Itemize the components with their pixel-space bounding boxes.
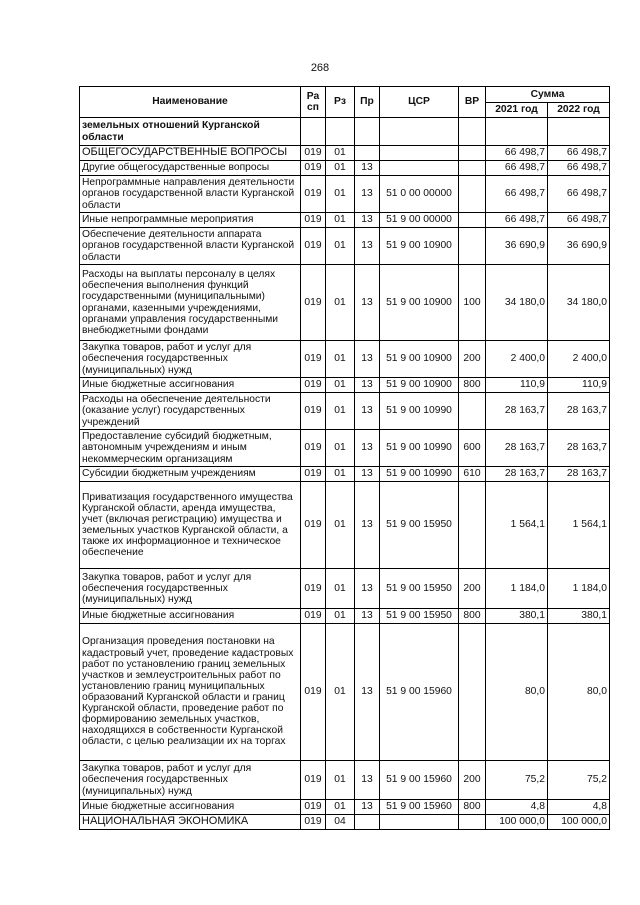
- row-csr-cell: 51 9 00 10900: [380, 378, 459, 393]
- row-name-cell: Закупка товаров, работ и услуг для обеспечения государственных (муниципальных) нужд: [80, 569, 301, 609]
- row-name-cell: Другие общегосударственные вопросы: [80, 161, 301, 176]
- row-sum-2022-cell: 28 163,7: [548, 430, 610, 467]
- row-sum-2021-cell: 66 498,7: [486, 161, 548, 176]
- row-ra-cell: 019: [301, 213, 326, 228]
- row-rz-cell: 01: [326, 393, 355, 430]
- row-csr-cell: [380, 146, 459, 161]
- header-csr: ЦСР: [380, 87, 459, 118]
- header-rz: Рз: [326, 87, 355, 118]
- row-rz-cell: 01: [326, 430, 355, 467]
- row-vr-cell: 200: [459, 569, 486, 609]
- row-name-cell: Закупка товаров, работ и услуг для обеспечения государственных (муниципальных) нужд: [80, 341, 301, 378]
- row-sum-2021-cell: 34 180,0: [486, 265, 548, 341]
- row-vr-cell: 800: [459, 800, 486, 815]
- row-pr-cell: 13: [355, 467, 380, 482]
- row-csr-cell: 51 9 00 10900: [380, 228, 459, 265]
- row-name-cell: НАЦИОНАЛЬНАЯ ЭКОНОМИКА: [80, 815, 301, 830]
- row-csr-cell: 51 9 00 15960: [380, 761, 459, 800]
- row-vr-cell: 200: [459, 761, 486, 800]
- row-sum-2022-cell: 34 180,0: [548, 265, 610, 341]
- table-row: [80, 146, 610, 161]
- row-sum-2022-cell: 36 690,9: [548, 228, 610, 265]
- table-row: [80, 393, 610, 430]
- row-pr-cell: 13: [355, 761, 380, 800]
- row-pr-cell: 13: [355, 228, 380, 265]
- row-rz-cell: 01: [326, 161, 355, 176]
- row-name-cell: Иные бюджетные ассигнования: [80, 609, 301, 624]
- row-csr-cell: 51 9 00 15960: [380, 624, 459, 761]
- table-row: [80, 569, 610, 609]
- row-sum-2022-cell: 80,0: [548, 624, 610, 761]
- row-sum-2021-cell: 2 400,0: [486, 341, 548, 378]
- row-sum-2021-cell: 28 163,7: [486, 430, 548, 467]
- row-ra-cell: 019: [301, 146, 326, 161]
- table-row: [80, 430, 610, 467]
- row-ra-cell: 019: [301, 341, 326, 378]
- row-pr-cell: 13: [355, 176, 380, 213]
- row-sum-2022-cell: 66 498,7: [548, 213, 610, 228]
- row-csr-cell: [380, 161, 459, 176]
- row-rz-cell: 01: [326, 228, 355, 265]
- row-vr-cell: 200: [459, 341, 486, 378]
- row-ra-cell: 019: [301, 393, 326, 430]
- row-csr-cell: 51 9 00 15960: [380, 800, 459, 815]
- row-csr-cell: 51 9 00 10990: [380, 430, 459, 467]
- row-vr-cell: [459, 393, 486, 430]
- row-vr-cell: [459, 624, 486, 761]
- row-rz-cell: 01: [326, 624, 355, 761]
- row-rz-cell: 01: [326, 609, 355, 624]
- row-ra-cell: 019: [301, 176, 326, 213]
- header-sum: Сумма: [486, 87, 610, 103]
- row-vr-cell: 800: [459, 378, 486, 393]
- row-sum-2021-cell: 28 163,7: [486, 393, 548, 430]
- table-row: [80, 467, 610, 482]
- row-csr-cell: [380, 815, 459, 830]
- table-body: [80, 118, 610, 830]
- table-row: [80, 800, 610, 815]
- row-vr-cell: [459, 176, 486, 213]
- row-sum-2021-cell: 1 564,1: [486, 482, 548, 569]
- table-row: [80, 482, 610, 569]
- row-ra-cell: 019: [301, 430, 326, 467]
- row-vr-cell: [459, 815, 486, 830]
- header-ra: Ра сп: [301, 87, 326, 118]
- row-sum-2022-cell: 66 498,7: [548, 176, 610, 213]
- row-ra-cell: 019: [301, 761, 326, 800]
- table-row: [80, 761, 610, 800]
- row-sum-2021-cell: 66 498,7: [486, 146, 548, 161]
- row-sum-2021-cell: [486, 118, 548, 146]
- row-csr-cell: 51 9 00 15950: [380, 609, 459, 624]
- row-ra-cell: 019: [301, 609, 326, 624]
- row-name-cell: Иные непрограммные мероприятия: [80, 213, 301, 228]
- row-vr-cell: [459, 118, 486, 146]
- row-pr-cell: 13: [355, 800, 380, 815]
- row-name-cell: ОБЩЕГОСУДАРСТВЕННЫЕ ВОПРОСЫ: [80, 146, 301, 161]
- row-name-cell: Субсидии бюджетным учреждениям: [80, 467, 301, 482]
- row-sum-2021-cell: 1 184,0: [486, 569, 548, 609]
- row-rz-cell: 01: [326, 378, 355, 393]
- table-row: [80, 161, 610, 176]
- row-sum-2022-cell: 28 163,7: [548, 393, 610, 430]
- row-sum-2021-cell: 36 690,9: [486, 228, 548, 265]
- row-csr-cell: 51 9 00 00000: [380, 213, 459, 228]
- header-name: Наименование: [80, 87, 301, 118]
- row-csr-cell: 51 9 00 15950: [380, 569, 459, 609]
- row-csr-cell: [380, 118, 459, 146]
- table-row: [80, 609, 610, 624]
- row-rz-cell: 01: [326, 265, 355, 341]
- row-name-cell: Приватизация государственного имущества Курганской области, аренда имущества, учет (включая регистрацию) имущества и земельных участков Курганской области, а также их информационное и техническое обеспечение: [80, 482, 301, 569]
- row-sum-2021-cell: 28 163,7: [486, 467, 548, 482]
- row-pr-cell: 13: [355, 265, 380, 341]
- row-pr-cell: 13: [355, 341, 380, 378]
- header-year-2021: 2021 год: [486, 103, 548, 118]
- row-name-cell: земельных отношений Курганской области: [80, 118, 301, 146]
- row-sum-2022-cell: 110,9: [548, 378, 610, 393]
- row-csr-cell: 51 9 00 10990: [380, 393, 459, 430]
- row-sum-2021-cell: 110,9: [486, 378, 548, 393]
- row-vr-cell: 800: [459, 609, 486, 624]
- row-pr-cell: 13: [355, 624, 380, 761]
- row-vr-cell: 600: [459, 430, 486, 467]
- row-sum-2022-cell: 380,1: [548, 609, 610, 624]
- row-csr-cell: 51 0 00 00000: [380, 176, 459, 213]
- row-csr-cell: 51 9 00 15950: [380, 482, 459, 569]
- page-number: 268: [310, 62, 330, 74]
- row-vr-cell: [459, 228, 486, 265]
- row-pr-cell: 13: [355, 482, 380, 569]
- row-ra-cell: 019: [301, 815, 326, 830]
- row-pr-cell: [355, 815, 380, 830]
- row-name-cell: Предоставление субсидий бюджетным, автономным учреждениям и иным некоммерческим организациям: [80, 430, 301, 467]
- row-rz-cell: 01: [326, 569, 355, 609]
- header-pr: Пр: [355, 87, 380, 118]
- row-csr-cell: 51 9 00 10900: [380, 341, 459, 378]
- row-sum-2022-cell: 28 163,7: [548, 467, 610, 482]
- row-sum-2021-cell: 66 498,7: [486, 176, 548, 213]
- row-ra-cell: 019: [301, 800, 326, 815]
- row-ra-cell: 019: [301, 467, 326, 482]
- row-rz-cell: 01: [326, 176, 355, 213]
- row-sum-2021-cell: 380,1: [486, 609, 548, 624]
- row-pr-cell: 13: [355, 430, 380, 467]
- row-ra-cell: 019: [301, 569, 326, 609]
- row-name-cell: Непрограммные направления деятельности органов государственной власти Курганской области: [80, 176, 301, 213]
- row-sum-2022-cell: 2 400,0: [548, 341, 610, 378]
- row-pr-cell: 13: [355, 378, 380, 393]
- table-row: [80, 624, 610, 761]
- table-row: [80, 118, 610, 146]
- row-sum-2022-cell: 66 498,7: [548, 161, 610, 176]
- row-ra-cell: 019: [301, 378, 326, 393]
- row-vr-cell: [459, 146, 486, 161]
- row-sum-2022-cell: 4,8: [548, 800, 610, 815]
- table-row: [80, 341, 610, 378]
- row-sum-2022-cell: 75,2: [548, 761, 610, 800]
- row-pr-cell: [355, 118, 380, 146]
- row-ra-cell: 019: [301, 228, 326, 265]
- row-ra-cell: 019: [301, 161, 326, 176]
- row-name-cell: Иные бюджетные ассигнования: [80, 800, 301, 815]
- table-row: [80, 176, 610, 213]
- budget-table: [79, 86, 610, 830]
- row-vr-cell: 610: [459, 467, 486, 482]
- row-sum-2021-cell: 75,2: [486, 761, 548, 800]
- row-name-cell: Расходы на обеспечение деятельности (оказание услуг) государственных учреждений: [80, 393, 301, 430]
- row-pr-cell: 13: [355, 609, 380, 624]
- row-rz-cell: 01: [326, 213, 355, 228]
- row-rz-cell: 01: [326, 482, 355, 569]
- row-vr-cell: [459, 482, 486, 569]
- row-sum-2022-cell: 1 564,1: [548, 482, 610, 569]
- row-pr-cell: 13: [355, 213, 380, 228]
- row-rz-cell: 04: [326, 815, 355, 830]
- row-name-cell: Закупка товаров, работ и услуг для обеспечения государственных (муниципальных) нужд: [80, 761, 301, 800]
- row-name-cell: Расходы на выплаты персоналу в целях обеспечения выполнения функций государственными (муниципальными) органами, казенными учреждениями, органами управления государственными внебюджетными фондами: [80, 265, 301, 341]
- row-vr-cell: 100: [459, 265, 486, 341]
- row-rz-cell: 01: [326, 341, 355, 378]
- table-row: [80, 265, 610, 341]
- row-sum-2022-cell: 66 498,7: [548, 146, 610, 161]
- row-name-cell: Иные бюджетные ассигнования: [80, 378, 301, 393]
- row-ra-cell: [301, 118, 326, 146]
- row-csr-cell: 51 9 00 10900: [380, 265, 459, 341]
- row-rz-cell: 01: [326, 467, 355, 482]
- row-sum-2021-cell: 4,8: [486, 800, 548, 815]
- row-vr-cell: [459, 161, 486, 176]
- table-row: [80, 378, 610, 393]
- row-rz-cell: 01: [326, 146, 355, 161]
- row-ra-cell: 019: [301, 265, 326, 341]
- row-sum-2021-cell: 80,0: [486, 624, 548, 761]
- row-sum-2021-cell: 100 000,0: [486, 815, 548, 830]
- header-vr: ВР: [459, 87, 486, 118]
- header-year-2022: 2022 год: [548, 103, 610, 118]
- row-name-cell: Обеспечение деятельности аппарата органов государственной власти Курганской области: [80, 228, 301, 265]
- row-sum-2022-cell: 1 184,0: [548, 569, 610, 609]
- row-csr-cell: 51 9 00 10990: [380, 467, 459, 482]
- row-pr-cell: 13: [355, 161, 380, 176]
- row-pr-cell: [355, 146, 380, 161]
- row-pr-cell: 13: [355, 569, 380, 609]
- row-vr-cell: [459, 213, 486, 228]
- row-sum-2022-cell: 100 000,0: [548, 815, 610, 830]
- row-pr-cell: 13: [355, 393, 380, 430]
- table-row: [80, 213, 610, 228]
- row-sum-2021-cell: 66 498,7: [486, 213, 548, 228]
- table-row: [80, 228, 610, 265]
- row-rz-cell: [326, 118, 355, 146]
- row-rz-cell: 01: [326, 800, 355, 815]
- row-rz-cell: 01: [326, 761, 355, 800]
- row-name-cell: Организация проведения постановки на кадастровый учет, проведение кадастровых работ по установлению границ земельных участков и землеустроительных работ по установлению границ муниципальных образований Курганской области и границ Курганской области, проведение работ по формированию земельных участков, находящихся в собственности Курганской области, с целью реализации их на торгах: [80, 624, 301, 761]
- row-ra-cell: 019: [301, 624, 326, 761]
- row-sum-2022-cell: [548, 118, 610, 146]
- row-ra-cell: 019: [301, 482, 326, 569]
- table-row: [80, 815, 610, 830]
